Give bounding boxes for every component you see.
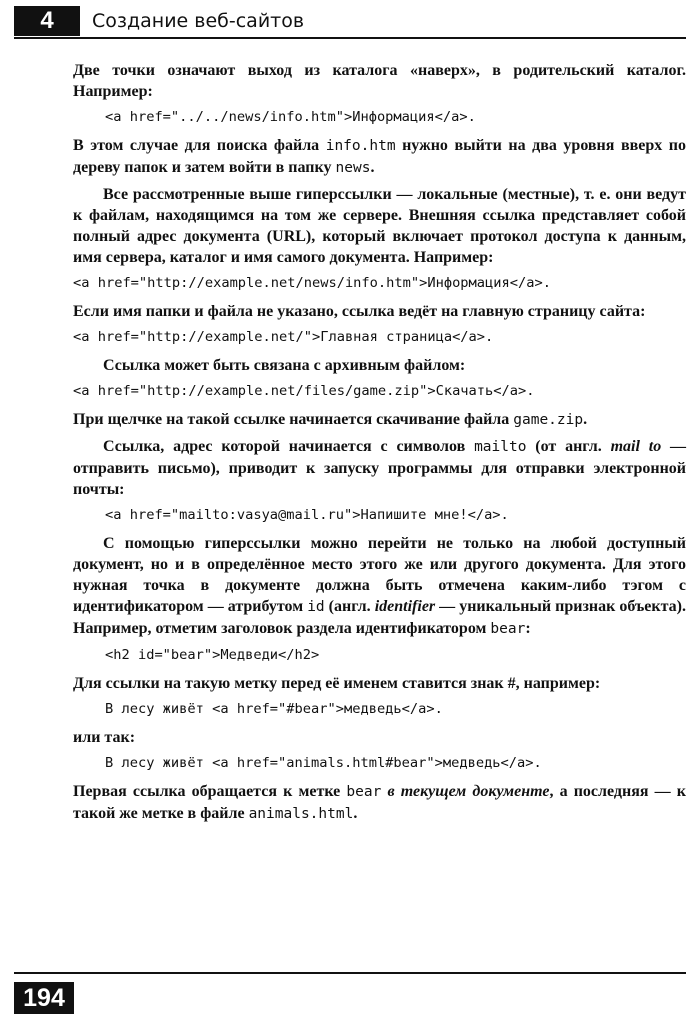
page-header [0, 0, 698, 40]
code-example: <h2 id="bear">Медведи</h2> [105, 647, 320, 663]
page-content [73, 60, 686, 830]
paragraph: Если имя папки и файла не указано, ссылка ведёт на главную страницу сайта: [73, 303, 646, 320]
code-example: <a href="http://example.net/news/info.htm">Информация</a>. [73, 275, 551, 291]
code-example: <a href="../../news/info.htm">Информация</a>. [105, 109, 476, 125]
paragraph: Первая ссылка обращается к метке bear в текущем документе, а последняя — к такой же метке в файле animals.html. [73, 783, 687, 822]
header-rule [14, 37, 686, 39]
code-example: В лесу живёт <a href="animals.html#bear">медведь</a>. [105, 755, 542, 771]
footer-rule [14, 972, 686, 974]
paragraph: При щелчке на такой ссылке начинается скачивание файла game.zip. [73, 411, 588, 428]
code-example: <a href="mailto:vasya@mail.ru">Напишите мне!</a>. [105, 507, 509, 523]
paragraph: или так: [73, 729, 136, 746]
paragraph: Все рассмотренные выше гиперссылки — локальные (местные), т. е. они ведут к файлам, находящимся на том же сервере. Внешняя ссылка представляет собой полный адрес документа (URL), который включает протокол доступа к данным, имя сервера, каталог и имя самого документа. Например: [73, 186, 686, 266]
page-number: 194 [14, 982, 74, 1014]
code-example: В лесу живёт <a href="#bear">медведь</a>. [105, 701, 443, 717]
code-example: <a href="http://example.net/files/game.zip">Скачать</a>. [73, 383, 535, 399]
paragraph: Для ссылки на такую метку перед её именем ставится знак #, например: [73, 675, 601, 692]
paragraph: Ссылка, адрес которой начинается с символов mailto (от англ. mail to — отправить письмо), приводит к запуску программы для отправки электронной почты: [73, 438, 687, 498]
chapter-title: Создание веб-сайтов [92, 10, 305, 32]
paragraph: Ссылка может быть связана с архивным файлом: [103, 357, 466, 374]
code-example: <a href="http://example.net/">Главная страница</a>. [73, 329, 494, 345]
paragraph: С помощью гиперссылки можно перейти не только на любой доступный документ, но и в определённое место этого же или другого документа. Для этого нужная точка в документе должна быть отмечена каким-либо тэгом с идентификатором — атрибутом id (англ. identifier — уникальный признак объекта). Например, отметим заголовок раздела идентификатором bear: [73, 535, 687, 637]
paragraph: Две точки означают выход из каталога «наверх», в родительский каталог. Например: [73, 62, 686, 100]
chapter-number: 4 [14, 6, 80, 36]
paragraph: В этом случае для поиска файла info.htm нужно выйти на два уровня вверх по дереву папок и затем войти в папку news. [73, 137, 686, 176]
